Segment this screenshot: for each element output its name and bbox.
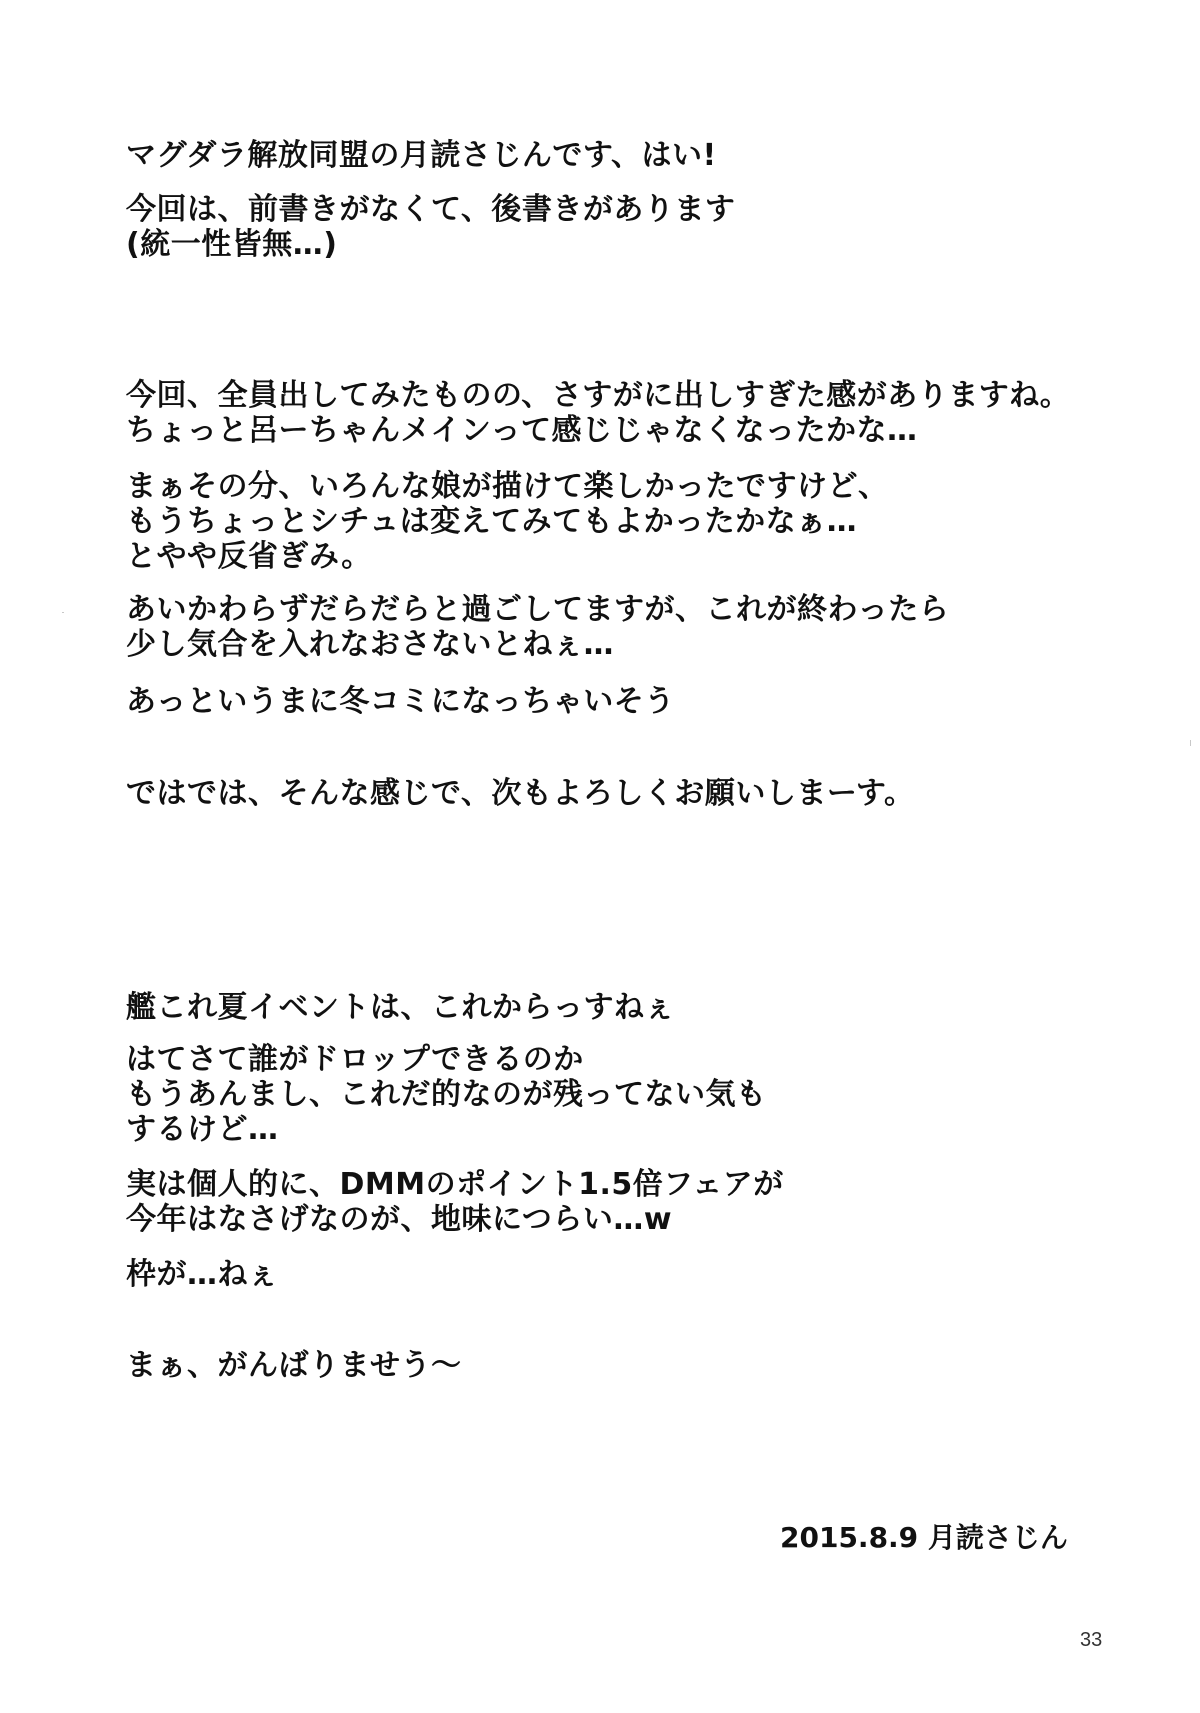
paragraph-kancolle-event [126, 990, 1086, 1025]
text-line: 今年はなさげなのが、地味につらい…w [126, 1202, 673, 1237]
text-line: 艦これ夏イベントは、これからっすねぇ [126, 990, 675, 1025]
paragraph-intro [126, 192, 1086, 262]
text-line: もうあんまし、これだ的なのが残ってない気も [126, 1077, 767, 1112]
page-number: 33 [1080, 1629, 1103, 1651]
paragraph-drop [126, 1042, 1086, 1147]
text-line: はてさて誰がドロップできるのか [126, 1042, 584, 1077]
text-line: 今回は、前書きがなくて、後書きがあります [126, 192, 736, 227]
text-line: 枠が…ねぇ [126, 1257, 279, 1292]
text-line: まぁ、がんばりませう〜 [126, 1348, 462, 1383]
scan-speck [62, 612, 64, 613]
text-line: (統一性皆無…) [126, 227, 338, 262]
scan-speck [1190, 740, 1191, 746]
text-line: とやや反省ぎみ。 [126, 539, 372, 574]
text-line: ちょっと呂ーちゃんメインって感じじゃなくなったかな… [126, 413, 918, 448]
paragraph-all-members [126, 378, 1086, 448]
paragraph-closing [126, 776, 1086, 811]
text-line: もうちょっとシチュは変えてみてもよかったかなぁ… [126, 504, 858, 539]
paragraph-winter-comiket [126, 684, 1086, 719]
text-line: 実は個人的に、DMMのポイント1.5倍フェアが [126, 1167, 784, 1202]
text-line: 少し気合を入れなおさないとねぇ… [126, 627, 614, 662]
paragraph-greeting [126, 138, 1086, 173]
text-line: 今回、全員出してみたものの、さすがに出しすぎた感がありますね。 [126, 378, 1071, 413]
date-signature: 2015.8.9 月読さじん [780, 1521, 1068, 1554]
text-line: するけど… [126, 1112, 279, 1147]
text-line: あっというまに冬コミになっちゃいそう [126, 684, 675, 719]
text-line: マグダラ解放同盟の月読さじんです、はい! [126, 138, 717, 173]
paragraph-reflection [126, 469, 1086, 574]
text-line: まぁその分、いろんな娘が描けて楽しかったですけど、 [126, 469, 889, 504]
paragraph-status [126, 592, 1086, 662]
paragraph-dmm-points [126, 1167, 1086, 1237]
text-line: あいかわらずだらだらと過ごしてますが、これが終わったら [126, 592, 950, 627]
paragraph-slots [126, 1257, 1086, 1292]
text-line: ではでは、そんな感じで、次もよろしくお願いしまーす。 [126, 776, 915, 811]
paragraph-ganbarimasu [126, 1348, 1086, 1383]
